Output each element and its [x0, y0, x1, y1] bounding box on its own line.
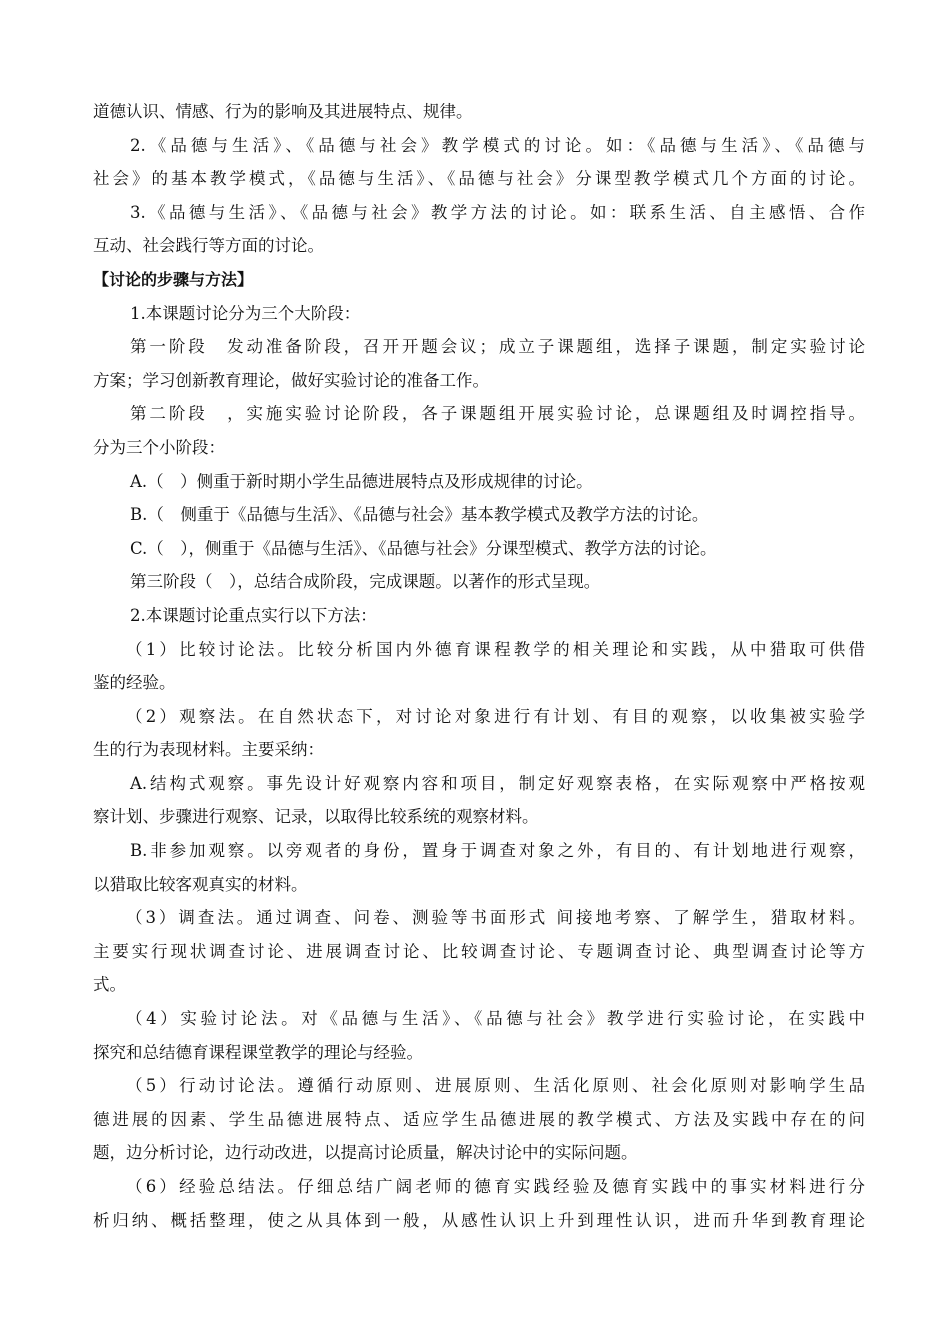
text-line: 2.《品德与生活》、《品德与社会》教学模式的讨论。如：《品德与生活》、《品德与	[130, 135, 865, 155]
text-line: （4）实验讨论法。对《品德与生活》、《品德与社会》教学进行实验讨论，在实践中	[126, 1009, 865, 1029]
text-line: 析归纳、概括整理，使之从具体到一般，从感性认识上升到理性认识，进而升华到教育理论	[93, 1210, 865, 1230]
text-line: 题，边分析讨论，边行动改进，以提高讨论质量，解决讨论中的实际问题。	[93, 1143, 638, 1163]
text-line: 互动、社会践行等方面的讨论。	[93, 236, 324, 256]
text-line: （1）比较讨论法。比较分析国内外德育课程教学的相关理论和实践，从中猎取可供借	[126, 639, 865, 659]
text-line: 主要实行现状调查讨论、进展调查讨论、比较调查讨论、专题调查讨论、典型调查讨论等方	[93, 941, 865, 961]
text-line: 以猎取比较客观真实的材料。	[93, 874, 308, 894]
text-line: 探究和总结德育课程课堂教学的理论与经验。	[93, 1042, 423, 1062]
text-line: 社会》的基本教学模式，《品德与生活》、《品德与社会》分课型教学模式几个方面的讨论。	[93, 169, 865, 189]
text-line: 3.《品德与生活》、《品德与社会》教学方法的讨论。如：联系生活、自主感悟、合作	[130, 202, 865, 222]
text-line: 式。	[93, 975, 126, 995]
text-line: 分为三个小阶段：	[93, 437, 225, 457]
text-line: （6）经验总结法。仔细总结广阔老师的德育实践经验及德育实践中的事实材料进行分	[126, 1177, 865, 1196]
text-line: 德进展的因素、学生品德进展特点、适应学生品德进展的教学模式、方法及实践中存在的问	[93, 1109, 865, 1129]
text-line: 2.本课题讨论重点实行以下方法：	[130, 605, 377, 625]
text-line: 道德认识、情感、行为的影响及其进展特点、规律。	[93, 102, 473, 121]
text-line: A.（ ）侧重于新时期小学生品德进展特点及形成规律的讨论。	[130, 471, 593, 491]
text-line: B.（ 侧重于《品德与生活》、《品德与社会》基本教学模式及教学方法的讨论。	[130, 505, 709, 525]
text-line: 1.本课题讨论分为三个大阶段：	[130, 303, 361, 323]
text-line: A.结构式观察。事先设计好观察内容和项目，制定好观察表格，在实际观察中严格按观	[130, 773, 865, 793]
text-line: 第二阶段 ，实施实验讨论阶段，各子课题组开展实验讨论，总课题组及时调控指导。	[130, 404, 865, 424]
text-line: 第一阶段 发动准备阶段，召开开题会议；成立子课题组，选择子课题，制定实验讨论	[130, 337, 865, 357]
text-line: C.（ ），侧重于《品德与生活》、《品德与社会》分课型模式、教学方法的讨论。	[130, 538, 717, 558]
text-line: 察计划、步骤进行观察、记录，以取得比较系统的观察材料。	[93, 807, 539, 827]
text-line: 方案；学习创新教育理论，做好实验讨论的准备工作。	[93, 370, 489, 390]
text-line: 第三阶段（ ），总结合成阶段，完成课题。以著作的形式呈现。	[130, 572, 601, 592]
text-line: （3）调查法。通过调查、问卷、测验等书面形式 间接地考察、了解学生，猎取材料。	[126, 908, 865, 928]
section-heading: 【讨论的步骤与方法】	[93, 269, 254, 289]
text-line: （5）行动讨论法。遵循行动原则、进展原则、生活化原则、社会化原则对影响学生品	[126, 1076, 865, 1096]
text-line: 鉴的经验。	[93, 673, 176, 693]
text-line: 生的行为表现材料。主要采纳：	[93, 740, 324, 760]
document-page	[93, 95, 865, 1237]
text-line: （2）观察法。在自然状态下，对讨论对象进行有计划、有目的观察，以收集被实验学	[126, 706, 865, 726]
text-line: B.非参加观察。以旁观者的身份，置身于调查对象之外，有目的、有计划地进行观察，	[130, 841, 865, 861]
